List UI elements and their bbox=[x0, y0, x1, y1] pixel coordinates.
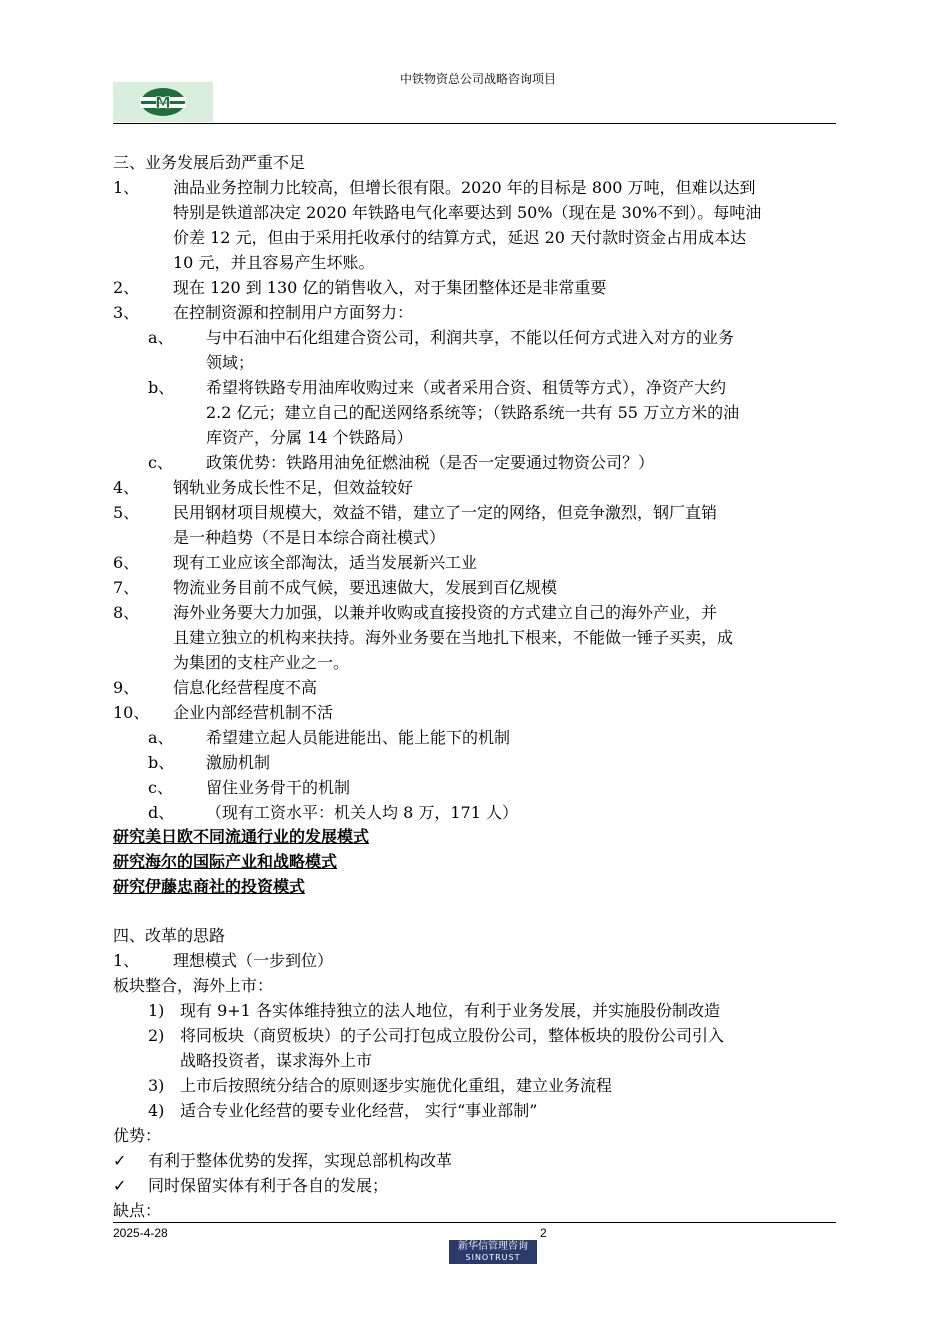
list-text: 现在 120 到 130 亿的销售收入，对于集团整体还是非常重要 bbox=[173, 278, 607, 297]
list-number: 1、 bbox=[113, 951, 140, 970]
list-number: b、 bbox=[148, 753, 175, 772]
list-text: 希望建立起人员能进能出、能上能下的机制 bbox=[206, 728, 511, 747]
research-line: 研究伊藤忠商社的投资模式 bbox=[113, 877, 306, 896]
list-text: 留住业务骨干的机制 bbox=[206, 778, 351, 797]
logo-line-1: 新华信管理咨询 bbox=[458, 1241, 528, 1252]
pros-text: 有利于整体优势的发挥，实现总部机构改革 bbox=[148, 1151, 453, 1170]
list-text: 激励机制 bbox=[206, 753, 271, 772]
list-number: d、 bbox=[148, 803, 175, 822]
check-icon: ✓ bbox=[113, 1176, 127, 1195]
list-text: 信息化经营程度不高 bbox=[173, 678, 318, 697]
list-text: 在控制资源和控制用户方面努力： bbox=[173, 303, 414, 322]
consultancy-logo bbox=[449, 1240, 537, 1264]
footer-date: 2025-4-28 bbox=[113, 1226, 168, 1240]
step-number: 4) bbox=[148, 1101, 165, 1120]
list-text: 油品业务控制力比较高，但增长很有限。2020 年的目标是 800 万吨，但难以达到 bbox=[173, 178, 756, 197]
list-number: 8、 bbox=[113, 603, 140, 622]
list-text: 2.2 亿元；建立自己的配送网络系统等；（铁路系统一共有 55 万立方米的油 bbox=[206, 403, 740, 422]
footer-divider bbox=[113, 1222, 836, 1223]
list-text: 钢轨业务成长性不足，但效益较好 bbox=[173, 478, 414, 497]
section-4-title: 四、改革的思路 bbox=[113, 926, 226, 945]
list-text: 库资产，分属 14 个铁路局） bbox=[206, 428, 413, 447]
step-text: 上市后按照统分结合的原则逐步实施优化重组，建立业务流程 bbox=[180, 1076, 613, 1095]
list-number: a、 bbox=[148, 728, 174, 747]
list-number: 10、 bbox=[113, 703, 150, 722]
list-number: b、 bbox=[148, 378, 175, 397]
research-line: 研究海尔的国际产业和战略模式 bbox=[113, 852, 338, 871]
list-text: 政策优势：铁路用油免征燃油税（是否一定要通过物资公司？） bbox=[206, 453, 655, 472]
step-text: 现有 9+1 各实体维持独立的法人地位，有利于业务发展，并实施股份制改造 bbox=[180, 1001, 720, 1020]
list-text: 领域； bbox=[206, 353, 255, 372]
list-number: 4、 bbox=[113, 478, 140, 497]
logo-line-2: SINOTRUST bbox=[465, 1253, 521, 1262]
page-number: 2 bbox=[540, 1226, 547, 1240]
list-text: 是一种趋势（不是日本综合商社模式） bbox=[173, 528, 446, 547]
research-line: 研究美日欧不同流通行业的发展模式 bbox=[113, 827, 370, 846]
list-text: 特别是铁道部决定 2020 年铁路电气化率要达到 50%（现在是 30%不到）。每吨油 bbox=[173, 203, 762, 222]
list-text: 企业内部经营机制不活 bbox=[173, 703, 334, 722]
check-icon: ✓ bbox=[113, 1151, 127, 1170]
header-divider bbox=[113, 123, 836, 124]
section-4-intro: 板块整合，海外上市： bbox=[113, 976, 274, 995]
logo-letter: M bbox=[155, 93, 171, 112]
list-text: 现有工业应该全部淘汰，适当发展新兴工业 bbox=[173, 553, 478, 572]
list-text: 与中石油中石化组建合资公司，利润共享，不能以任何方式进入对方的业务 bbox=[206, 328, 735, 347]
list-number: 1、 bbox=[113, 178, 140, 197]
list-text: 理想模式（一步到位） bbox=[173, 951, 334, 970]
list-number: 6、 bbox=[113, 553, 140, 572]
list-number: 2、 bbox=[113, 278, 140, 297]
cons-title: 缺点： bbox=[113, 1201, 162, 1220]
list-text: 为集团的支柱产业之一。 bbox=[173, 653, 350, 672]
pros-title: 优势： bbox=[113, 1126, 162, 1145]
list-text: 民用钢材项目规模大，效益不错，建立了一定的网络，但竞争激烈，钢厂直销 bbox=[173, 503, 718, 522]
step-text: 适合专业化经营的要专业化经营， 实行“事业部制” bbox=[180, 1101, 538, 1120]
list-text: 且建立独立的机构来扶持。海外业务要在当地扎下根来，不能做一锤子买卖，成 bbox=[173, 628, 734, 647]
list-number: 3、 bbox=[113, 303, 140, 322]
step-number: 2) bbox=[148, 1026, 165, 1045]
header-title: 中铁物资总公司战略咨询项目 bbox=[400, 72, 557, 86]
list-text: 10 元，并且容易产生坏账。 bbox=[173, 253, 375, 272]
list-text: 海外业务要大力加强，以兼并收购或直接投资的方式建立自己的海外产业，并 bbox=[173, 603, 718, 622]
section-3-title: 三、业务发展后劲严重不足 bbox=[113, 153, 306, 172]
list-number: a、 bbox=[148, 328, 174, 347]
list-number: 7、 bbox=[113, 578, 140, 597]
list-text: 希望将铁路专用油库收购过来（或者采用合资、租赁等方式），净资产大约 bbox=[206, 378, 727, 397]
step-text: 战略投资者，谋求海外上市 bbox=[180, 1051, 373, 1070]
company-logo bbox=[113, 82, 213, 122]
list-number: c、 bbox=[148, 453, 173, 472]
list-text: 价差 12 元，但由于采用托收承付的结算方式，延迟 20 天付款时资金占用成本达 bbox=[173, 228, 747, 247]
step-number: 1) bbox=[148, 1001, 165, 1020]
logo-emblem-icon bbox=[113, 82, 213, 122]
list-text: 物流业务目前不成气候，要迅速做大，发展到百亿规模 bbox=[173, 578, 558, 597]
list-text: （现有工资水平：机关人均 8 万，171 人） bbox=[206, 803, 518, 822]
step-number: 3) bbox=[148, 1076, 165, 1095]
pros-text: 同时保留实体有利于各自的发展； bbox=[148, 1176, 389, 1195]
list-number: 5、 bbox=[113, 503, 140, 522]
list-number: 9、 bbox=[113, 678, 140, 697]
step-text: 将同板块（商贸板块）的子公司打包成立股份公司，整体板块的股份公司引入 bbox=[180, 1026, 725, 1045]
list-number: c、 bbox=[148, 778, 173, 797]
